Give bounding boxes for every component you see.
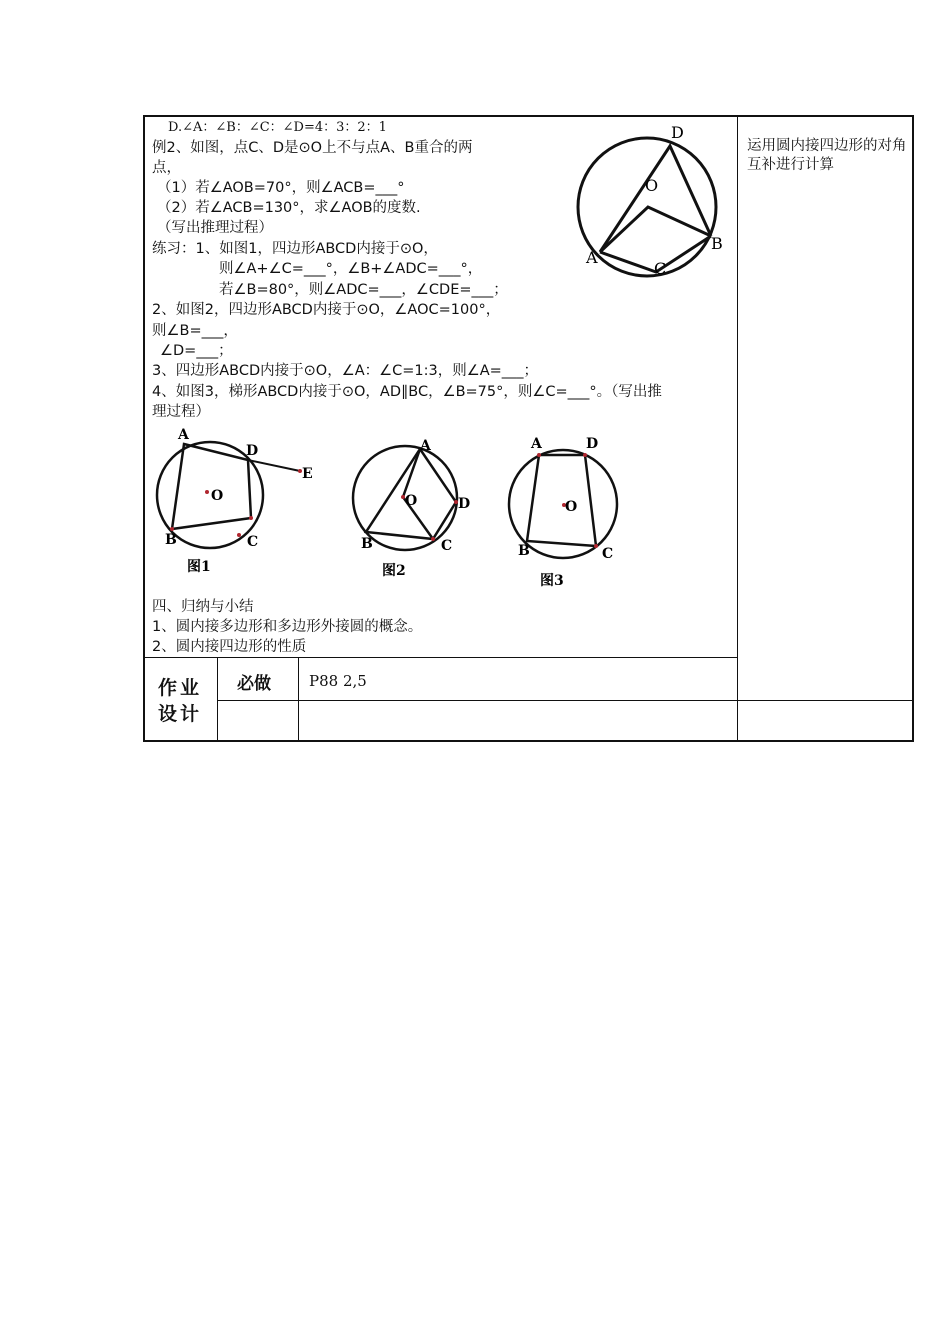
fig2-label-o: O bbox=[405, 493, 418, 509]
exercise-2-line: 2、如图2，四边形ABCD内接于⊙O，∠AOC=100°， bbox=[152, 302, 501, 318]
fig3-label-a: A bbox=[531, 436, 542, 452]
homework-col-divider-2 bbox=[298, 657, 299, 742]
column-divider-main bbox=[737, 115, 738, 742]
example-label-c: C bbox=[654, 259, 667, 278]
section-summary-heading: 四、归纳与小结 bbox=[152, 599, 254, 615]
homework-top-border bbox=[143, 657, 738, 658]
example-label-a: A bbox=[586, 248, 598, 267]
side-note: 运用圆内接四边形的对角互补进行计算 bbox=[747, 138, 907, 173]
fig3-label-b: B bbox=[518, 543, 530, 559]
fig1-label-d: D bbox=[246, 443, 259, 459]
homework-required-label: 必做 bbox=[237, 674, 271, 694]
table-border-right bbox=[912, 115, 914, 742]
summary-point-1: 1、圆内接多边形和多边形外接圆的概念。 bbox=[152, 619, 423, 635]
exercise-4-line: 4、如图3，梯形ABCD内接于⊙O，AD∥BC，∠B=75°，则∠C=___°。（写出推 bbox=[152, 384, 662, 400]
fig1-label-b: B bbox=[165, 532, 177, 548]
example-label-d: D bbox=[671, 123, 684, 142]
exercise-1-line-2: 则∠A+∠C=___°，∠B+∠ADC=___°， bbox=[219, 261, 483, 277]
figure-1 bbox=[150, 425, 330, 580]
example-2-note: （写出推理过程） bbox=[157, 220, 273, 236]
fig3-label-d: D bbox=[586, 436, 599, 452]
homework-row-divider bbox=[217, 700, 914, 701]
fig2-label-a: A bbox=[420, 438, 431, 454]
homework-header-2: 设计 bbox=[158, 703, 203, 725]
table-border-left bbox=[143, 115, 145, 742]
table-border-bottom bbox=[143, 740, 914, 742]
fig1-label-o: O bbox=[211, 488, 224, 504]
fig1-label-e: E bbox=[302, 466, 313, 482]
exercise-4-line-cont: 理过程） bbox=[152, 404, 210, 420]
homework-required-value: P88 2,5 bbox=[309, 672, 367, 690]
fig2-label-b: B bbox=[361, 536, 373, 552]
fig2-label-c: C bbox=[441, 538, 453, 554]
example-2-question-2: （2）若∠ACB=130°，求∠AOB的度数. bbox=[157, 200, 421, 216]
example-label-b: B bbox=[711, 234, 723, 253]
example-2-line: 例2、如图，点C、D是⊙O上不与点A、B重合的两 bbox=[152, 140, 473, 156]
exercise-2-line-3: ∠D=___； bbox=[160, 343, 233, 359]
exercise-2-line-2: 则∠B=___， bbox=[152, 323, 238, 339]
fig3-label-o: O bbox=[565, 499, 578, 515]
figure-2 bbox=[345, 435, 485, 585]
homework-header-1: 作业 bbox=[158, 677, 203, 699]
homework-col-divider-1 bbox=[217, 657, 218, 742]
example-circle-figure bbox=[570, 118, 730, 278]
fig1-label-a: A bbox=[178, 427, 189, 443]
fig1-caption: 图1 bbox=[187, 559, 211, 575]
figure-3 bbox=[505, 432, 635, 592]
fig3-caption: 图3 bbox=[540, 573, 564, 589]
fig2-caption: 图2 bbox=[382, 563, 406, 579]
fig3-label-c: C bbox=[602, 546, 614, 562]
exercise-3-line: 3、四边形ABCD内接于⊙O，∠A：∠C=1:3，则∠A=___； bbox=[152, 363, 539, 379]
exercise-1-line: 练习：1、如图1，四边形ABCD内接于⊙O， bbox=[152, 241, 438, 257]
example-label-o: O bbox=[645, 176, 659, 195]
table-border-top bbox=[143, 115, 914, 117]
option-d-line: D.∠A：∠B：∠C：∠D=4：3：2：1 bbox=[168, 120, 387, 135]
example-2-line-cont: 点， bbox=[152, 160, 181, 176]
example-2-question-1: （1）若∠AOB=70°，则∠ACB=___° bbox=[157, 180, 405, 196]
summary-point-2: 2、圆内接四边形的性质 bbox=[152, 639, 307, 655]
fig1-label-c: C bbox=[247, 534, 259, 550]
fig2-label-d: D bbox=[458, 496, 471, 512]
exercise-1-line-3: 若∠B=80°，则∠ADC=___，∠CDE=___； bbox=[219, 282, 508, 298]
